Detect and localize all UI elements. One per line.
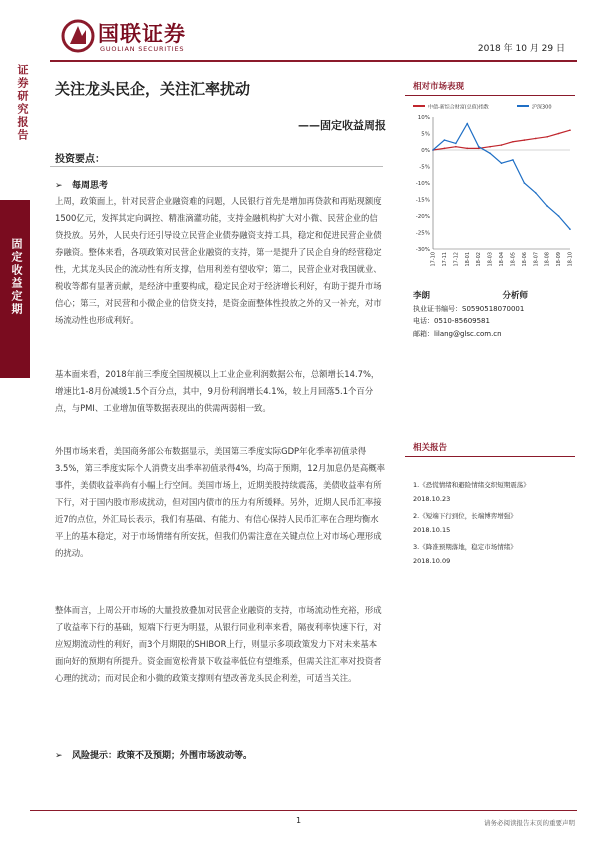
weekly-thoughts-heading <box>55 178 108 191</box>
analyst-email[interactable]: 邮箱：lilang@glsc.com.cn <box>413 329 502 338</box>
side-label-research: 证券研究报告 <box>16 64 29 142</box>
x-tick-label: 18-03 <box>487 252 494 267</box>
x-tick-label: 18-08 <box>544 252 551 267</box>
y-tick-label: -20% <box>415 214 430 220</box>
y-tick-label: -15% <box>415 197 430 204</box>
analyst-name: 李朗 <box>413 291 431 301</box>
data-point <box>546 136 548 138</box>
body-paragraph: 上周，政策面上，针对民营企业融资难的问题，人民银行首先是增加再贷款和再贴现额度1500亿元，发挥其定向调控、精准滴灌功能，支持金融机构扩大对小微、民营企业的信贷投放。另外，人民央行还引导设立民营企业债券融资支持工具，稳定和促进民营企业债券融资。整体来看，各项政策对民营企业融资的支持，第一是提升了民企自身的经营稳定性，尤其龙头民企的流动性有所支撑，信用利差有望收窄；第二，民营企业对我国就业、税收等都有显著贡献，是经济中重要构成，稳定民企对于经济增长利好，有助于提升市场信心；第三，对民营和小微企业的信贷支持，是资金面整体性投放之外的又一补充，对市场流动性也形成利好。 <box>55 196 382 325</box>
related-report-item[interactable] <box>413 480 578 503</box>
data-point <box>535 138 537 140</box>
legend-label: 沪深300 <box>532 104 552 111</box>
body-paragraph: 整体而言，上周公开市场的大量投放叠加对民营企业融资的支持，市场流动性充裕，形成了收益率下行的基础，短端下行更为明显，从银行同业利率来看，隔夜利率快速下行，对应短期流动性的利好，而3个月期限的SHIBOR上行，则显示多项政策发力下对未来基本面向好的预期有所提升。资金面宽松背景下收益率低位有望维系，但需关注汇率对投资者心理的扰动；而对民企和小微的政策支撑则有望改善龙头民企利差，可适当关注。 <box>55 605 382 683</box>
invest-points-heading: 投资要点： <box>55 154 105 165</box>
arrow-bullet-icon: ➢ <box>55 181 63 191</box>
right-divider <box>405 456 575 457</box>
header-divider <box>50 60 577 62</box>
data-point <box>524 139 526 141</box>
series-line <box>433 130 570 150</box>
data-point <box>444 139 446 141</box>
data-point <box>455 146 457 148</box>
data-point <box>478 146 480 148</box>
x-tick-label: 17-10 <box>430 252 437 267</box>
data-point <box>569 228 571 230</box>
x-tick-label: 18-10 <box>567 252 574 267</box>
x-tick-label: 18-06 <box>521 252 528 267</box>
y-tick-label: 0% <box>421 148 430 154</box>
related-reports-list <box>413 480 578 573</box>
related-report-item[interactable] <box>413 542 578 565</box>
data-point <box>489 153 491 155</box>
report-subtitle: ——固定收益周报 <box>298 119 386 132</box>
data-point <box>466 123 468 125</box>
related-report-item[interactable] <box>413 511 578 534</box>
x-tick-label: 18-02 <box>476 252 483 267</box>
related-report-date: 2018.10.09 <box>413 557 451 565</box>
data-point <box>546 205 548 207</box>
data-point <box>489 146 491 148</box>
data-point <box>466 148 468 150</box>
data-point <box>535 192 537 194</box>
related-report-title: 1.《恐慌情绪和避险情绪交织短期震荡》 <box>413 481 530 489</box>
section-divider <box>50 166 383 167</box>
footer-disclaimer: 请务必阅读报告末页的重要声明 <box>484 819 575 827</box>
analyst-title: 分析师 <box>502 291 528 301</box>
analyst-phone: 电话：0510-85609581 <box>413 317 490 325</box>
y-tick-label: -25% <box>415 230 430 237</box>
analyst-info <box>413 290 573 340</box>
x-tick-label: 17-11 <box>441 252 448 267</box>
data-point <box>478 148 480 150</box>
weekly-thoughts-title: 每周思考 <box>71 181 108 191</box>
analyst-cert: 执业证书编号：S0590518070001 <box>413 304 525 313</box>
data-point <box>512 141 514 143</box>
data-point <box>444 148 446 150</box>
y-tick-label: -30% <box>415 247 430 253</box>
x-tick-label: 18-09 <box>556 252 563 267</box>
chart-heading: 相对市场表现 <box>413 82 465 92</box>
right-divider <box>405 95 575 96</box>
data-point <box>432 149 434 151</box>
arrow-bullet-icon: ➢ <box>55 751 63 761</box>
y-tick-label: 5% <box>421 131 430 138</box>
y-tick-label: -5% <box>419 164 430 171</box>
x-tick-label: 18-07 <box>533 252 540 267</box>
report-date: 2018 年 10 月 29 日 <box>477 44 565 54</box>
related-reports-heading: 相关报告 <box>413 443 448 453</box>
y-tick-label: -10% <box>415 181 430 187</box>
data-point <box>501 144 503 146</box>
logo-emblem-icon <box>60 18 96 54</box>
data-point <box>569 129 571 131</box>
series-line <box>433 124 570 230</box>
related-report-date: 2018.10.23 <box>413 495 451 503</box>
body-paragraph: 外围市场来看，美国商务部公布数据显示，美国第三季度实际GDP年化季率初值录得3.5%，第三季度实际个人消费支出季率初值录得4%，均高于预期，12月加息仍是高概率事件，美债收益率尚有小幅上行空间。美国市场上，近期美股持续震荡，美债收益率有所下行，对于国内股市形成扰动，但对国内债市的压力有所缓释。另外，近期人民币汇率接近7的点位，外汇局长表示，我们有基础、有能力、有信心保持人民币汇率在合理均衡水平上的基本稳定，对于市场情绪有所安抚，但我们仍需注意在关键点位上对市场心理形成的扰动。 <box>55 446 385 558</box>
footer-divider <box>30 810 577 811</box>
x-tick-label: 17-12 <box>453 252 460 267</box>
logo-text: 国联证券 <box>98 22 186 46</box>
legend-label: 中债-新综合财富(总值)指数 <box>428 104 489 111</box>
x-tick-label: 18-05 <box>510 252 517 267</box>
x-tick-label: 18-04 <box>499 252 505 267</box>
x-tick-label: 18-01 <box>464 252 471 267</box>
data-point <box>558 133 560 135</box>
side-label-category: 固定收益定期 <box>10 238 23 316</box>
page-number: 1 <box>296 816 302 825</box>
related-report-title: 2.《短端下行到位，长端博弈增强》 <box>413 512 517 520</box>
risk-text: 风险提示：政策不及预期；外围市场波动等。 <box>71 751 252 761</box>
y-tick-label: 10% <box>417 115 430 121</box>
related-report-title: 3.《降准预期落地，稳定市场情绪》 <box>413 543 517 551</box>
data-point <box>455 143 457 145</box>
risk-warning <box>55 748 252 761</box>
logo-subtext: GUOLIAN SECURITIES <box>100 45 185 53</box>
company-logo <box>60 16 230 56</box>
related-report-date: 2018.10.15 <box>413 526 451 534</box>
relative-performance-chart <box>405 97 575 277</box>
body-paragraph: 基本面来看，2018年前三季度全国规模以上工业企业利润数据公布，总额增长14.7%，增速比1-8月份减缓1.5个百分点，其中，9月份利润增长4.1%，较上月回落5.1个百分点，与PMI、工业增加值等数据表现出的供需两弱相一致。 <box>55 369 380 413</box>
data-point <box>558 215 560 217</box>
data-point <box>524 182 526 184</box>
data-point <box>512 159 514 161</box>
report-title: 关注龙头民企，关注汇率扰动 <box>55 80 251 98</box>
data-point <box>501 162 503 164</box>
